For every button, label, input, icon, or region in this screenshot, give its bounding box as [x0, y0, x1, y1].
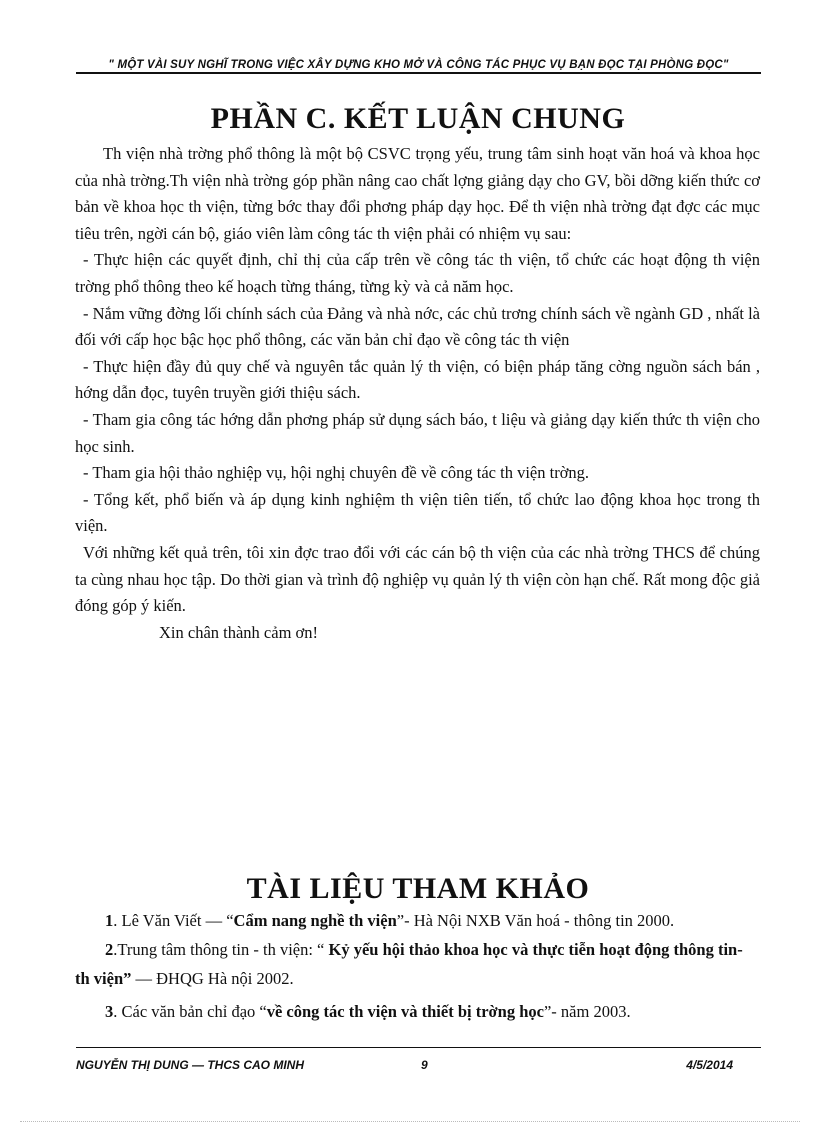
reference-number: 1 — [105, 911, 114, 930]
reference-prefix: . Các văn bản chỉ đạo “ — [113, 1002, 267, 1021]
reference-item — [75, 906, 760, 935]
conclusion-body — [75, 141, 760, 646]
reference-suffix: ”- năm 2003. — [543, 1002, 631, 1021]
reference-prefix: .Trung tâm thông tin - th viện: “ — [113, 940, 329, 959]
closing-line: Xin chân thành cảm ơn! — [159, 622, 319, 642]
page-footer — [76, 1058, 761, 1076]
reference-title: Kỷ yếu hội thảo khoa học và thực tiễn hoạt động thông tin- th viện” — [75, 940, 743, 988]
duty-item: - Tham gia hội thảo nghiệp vụ, hội nghị chuyên đề về công tác th viện trờng. — [83, 463, 590, 483]
reference-item — [75, 935, 760, 993]
final-paragraph: Với những kết quả trên, tôi xin đợc trao đổi với các cán bộ th viện của các nhà trờng THCS để chúng ta cùng nhau học tập. Do thời gian và trình độ nghiệp vụ quản lý th viện còn hạn chế. Rất mong độc giả đóng góp ý kiến. — [75, 542, 760, 616]
running-header-text: " MỘT VÀI SUY NGHĨ TRONG VIỆC XÂY DỰNG KHO MỞ VÀ CÔNG TÁC PHỤC VỤ BẠN ĐỌC TẠI PHÒNG ĐỌC" — [108, 59, 729, 71]
footer-divider — [76, 1047, 761, 1048]
footer-author: NGUYỄN THỊ DUNG — THCS CAO MINH — [76, 1058, 304, 1072]
conclusion-title: PHẦN C. KẾT LUẬN CHUNG — [210, 102, 626, 135]
duty-item: - Thực hiện các quyết định, chỉ thị của cấp trên về công tác th viện, tổ chức các hoạt động th viện trờng phổ thông theo kế hoạch từng tháng, từng kỳ và cả năm học. — [75, 250, 760, 296]
reference-suffix: ”- Hà Nội NXB Văn hoá - thông tin 2000. — [396, 911, 675, 930]
reference-title: về công tác th viện và thiết bị trờng học — [266, 1002, 544, 1021]
footer-page-number: 9 — [421, 1058, 428, 1072]
duty-item: - Nắm vững đờng lối chính sách của Đảng và nhà nớc, các chủ trơng chính sách về ngành GD , nhất là đối với cấp học bậc học phổ thông, các văn bản chỉ đạo về công tác th viện — [75, 303, 760, 350]
running-header — [76, 52, 761, 74]
reference-prefix: . Lê Văn Viết — “ — [113, 911, 234, 930]
reference-number: 3 — [105, 1002, 114, 1021]
reference-title: Cẩm nang nghề th viện — [233, 911, 397, 930]
reference-item — [75, 997, 760, 1026]
page-edge-divider — [20, 1121, 800, 1122]
footer-date: 4/5/2014 — [686, 1058, 733, 1072]
intro-paragraph: Th viện nhà trờng phổ thông là một bộ CSVC trọng yếu, trung tâm sinh hoạt văn hoá và khoa học của nhà trờng.Th viện nhà trờng góp phần nâng cao chất lợng giảng dạy cho GV, bồi dỡng kiến thức cơ bản về khoa học th viện, từng bớc thay đổi phơng pháp dạy học. Để th viện nhà trờng đạt đợc các mục tiêu trên, ngời cán bộ, giáo viên làm công tác th viện phải có nhiệm vụ sau: — [75, 144, 760, 243]
references-title: TÀI LIỆU THAM KHẢO — [246, 872, 590, 905]
reference-suffix: — ĐHQG Hà nội 2002. — [131, 969, 294, 988]
references-list — [75, 906, 760, 1026]
duty-item: - Thực hiện đầy đủ quy chế và nguyên tắc quản lý th viện, có biện pháp tăng cờng nguồn sách bán , hớng dẫn đọc, tuyên truyền giới thiệu sách. — [75, 356, 760, 403]
duty-item: - Tổng kết, phổ biến và áp dụng kinh nghiệm th viện tiên tiến, tổ chức lao động khoa học trong th viện. — [75, 489, 760, 536]
reference-number: 2 — [105, 940, 114, 959]
duty-item: - Tham gia công tác hớng dẫn phơng pháp sử dụng sách báo, t liệu và giảng dạy kiến thức th viện cho học sinh. — [75, 409, 760, 456]
